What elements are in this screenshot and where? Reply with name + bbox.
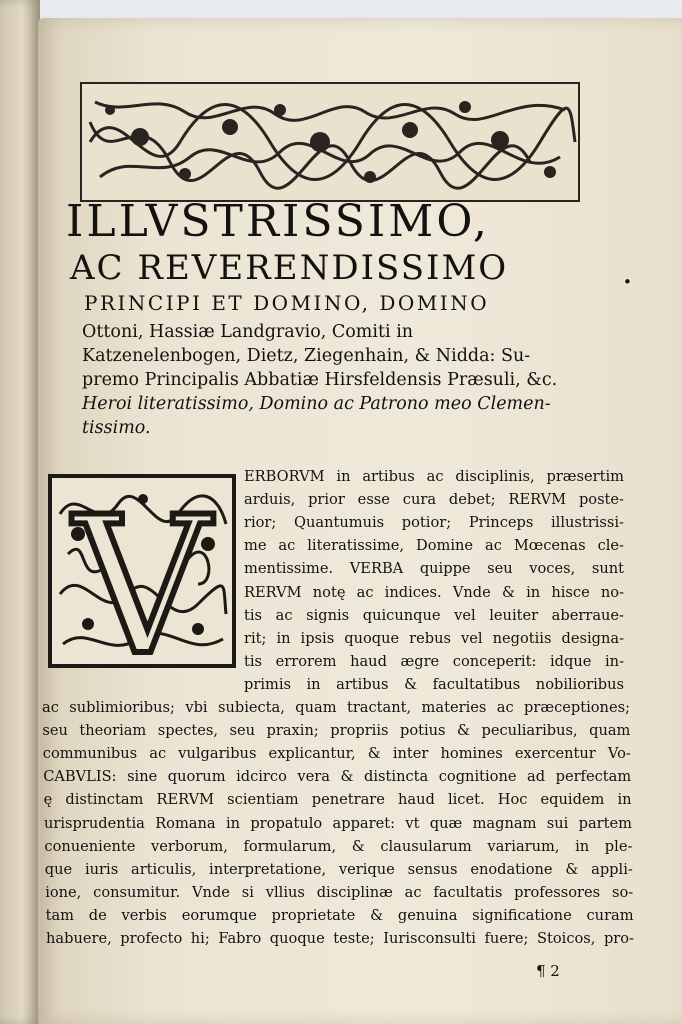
left-page-edge [0,0,40,1024]
body-line: tis errorem haud ægre conceperit: idque in- [244,652,624,670]
dedication-line: premo Principalis Abbatiæ Hirsfeldensis Præsuli, &c. [82,370,558,390]
body-line: habuere, profecto hi; Fabro quoque teste; Iurisconsulti fuere; Stoicos, pro- [46,930,634,947]
body-line: ę distinctam RERVM scientiam penetrare haud licet. Hoc equidem in [43,791,632,809]
heading-line-2: AC REVERENDISSIMO [70,248,509,288]
body-line: tis ac signis quicunque vel leuiter aberraue- [244,606,624,624]
body-line: primis in artibus & facultatibus nobilioribus [244,675,624,693]
heading-line-2-mark: . [622,252,633,292]
body-line: ERBORVM in artibus ac disciplinis, præsertim [244,468,624,485]
body-line: urisprudentia Romana in propatulo apparet: vt quæ magnam sui partem [44,814,632,832]
body-line: me ac literatissime, Domine ac Mœcenas cle- [244,537,624,555]
body-line: rior; Quantumuis potior; Princeps illustrissi- [244,514,624,532]
dedication-line: Ottoni, Hassiæ Landgravio, Comiti in [82,322,414,342]
heading-line-3: PRINCIPI ET DOMINO, DOMINO [84,291,490,315]
dedication-line: tissimo. [82,418,151,438]
body-line: arduis, prior esse cura debet; RERVM poste- [244,491,624,509]
body-line: seu theoriam spectes, seu praxin; propriis potius & peculiaribus, quam [42,722,631,740]
body-line: RERVM notę ac indices. Vnde & in hisce no- [244,583,624,601]
body-line: CABVLIS: sine quorum idcirco vera & distincta cognitione ad perfectam [43,768,632,786]
headpiece-ornament [80,82,580,202]
initial-letter: V [73,476,211,668]
body-line: mentissime. VERBA quippe seu voces, sunt [244,560,624,578]
body-line: ione, consumitur. Vnde si vllius disciplinæ ac facultatis professores so- [45,883,634,901]
dedication-line: Heroi literatissimo, Domino ac Patrono meo Clemen- [82,394,551,414]
body-line: conueniente verborum, formularum, & clausularum variarum, in ple- [44,837,633,855]
signature-mark: ¶ 2 [536,962,560,980]
body-line: ac sublimioribus; vbi subiecta, quam tractant, materies ac præceptiones; [42,699,630,716]
body-line: communibus ac vulgaribus explicantur, & inter homines exercentur Vo- [42,745,631,763]
body-line: que iuris articulis, interpretatione, verique sensus enodatione & appli- [44,860,633,878]
heading-line-1: ILLVSTRISSIMO, [66,196,490,247]
dedication-line: Katzenelenbogen, Dietz, Ziegenhain, & Nidda: Su- [82,346,531,366]
body-line: tam de verbis eorumque proprietate & genuina significatione curam [45,906,634,924]
body-line: rit; in ipsis quoque rebus vel negotiis designa- [244,629,624,647]
decorated-initial [48,474,236,668]
